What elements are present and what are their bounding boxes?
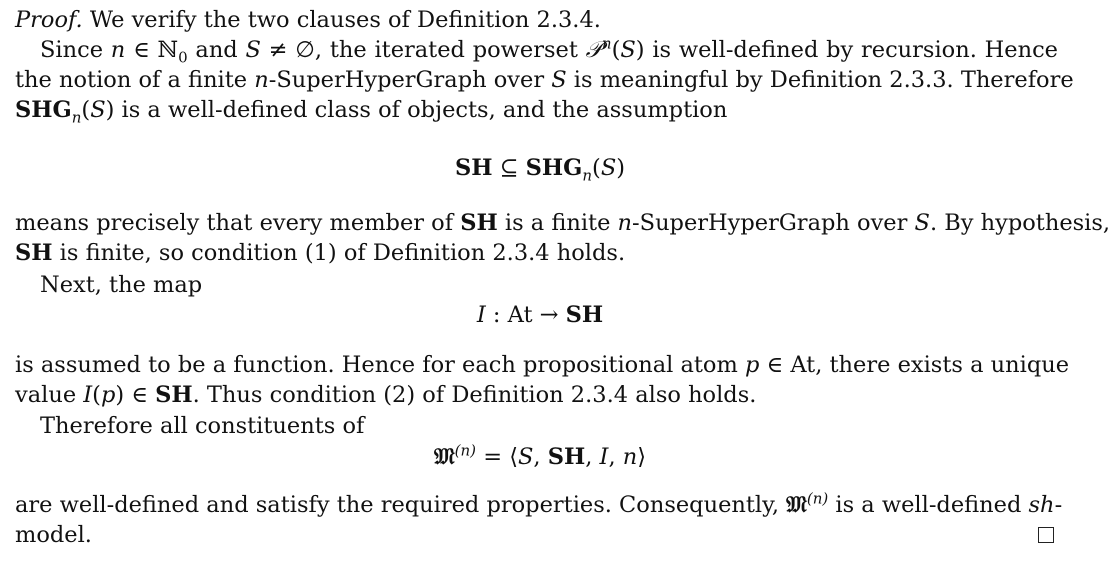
equation-map-I: I : At → SH [476,302,604,328]
proof-line-1: Proof. We verify the two clauses of Definition 2.3.4. [15,7,601,33]
proof-line-3: the notion of a finite n-SuperHyperGraph over S is meaningful by Definition 2.3.3. Therefore [15,67,1074,93]
proof-line-12: model. [15,522,92,548]
equation-sh-subset: SH ⊆ $SHG_n(S)$ [454,155,626,185]
proof-label: Proof. [15,7,83,33]
proof-line-4: $SHG_n(S)$ is a well-defined class of objects, and the assumption [15,97,728,127]
proof-line-8: is assumed to be a function. Hence for each propositional atom p ∈ At, there exists a unique [15,352,1070,378]
equation-model: 𝔐$^{(n)}$ = ⟨S, SH, I, n⟩ [433,441,647,470]
proof-line-5: means precisely that every member of SH is a finite n-SuperHyperGraph over S. By hypothesis, [15,210,1110,236]
proof-line-6: SH is finite, so condition (1) of Definition 2.3.4 holds. [15,240,626,266]
proof-line-9: value I(p) ∈ SH. Thus condition (2) of Definition 2.3.4 also holds. [15,382,757,408]
proof-line-10: Therefore all constituents of [40,413,365,439]
qed-box-icon [1038,527,1054,543]
proof-line-2: Since n ∈ ℕ$_0$ and S ≠ ∅, the iterated powerset 𝒫$^n$(S) is well-defined by recursion. Hence [40,34,1058,67]
proof-line-7: Next, the map [40,272,203,298]
proof-line-11: are well-defined and satisfy the required properties. Consequently, 𝔐$^{(n)}$ is a well-defined sh- [15,489,1063,518]
